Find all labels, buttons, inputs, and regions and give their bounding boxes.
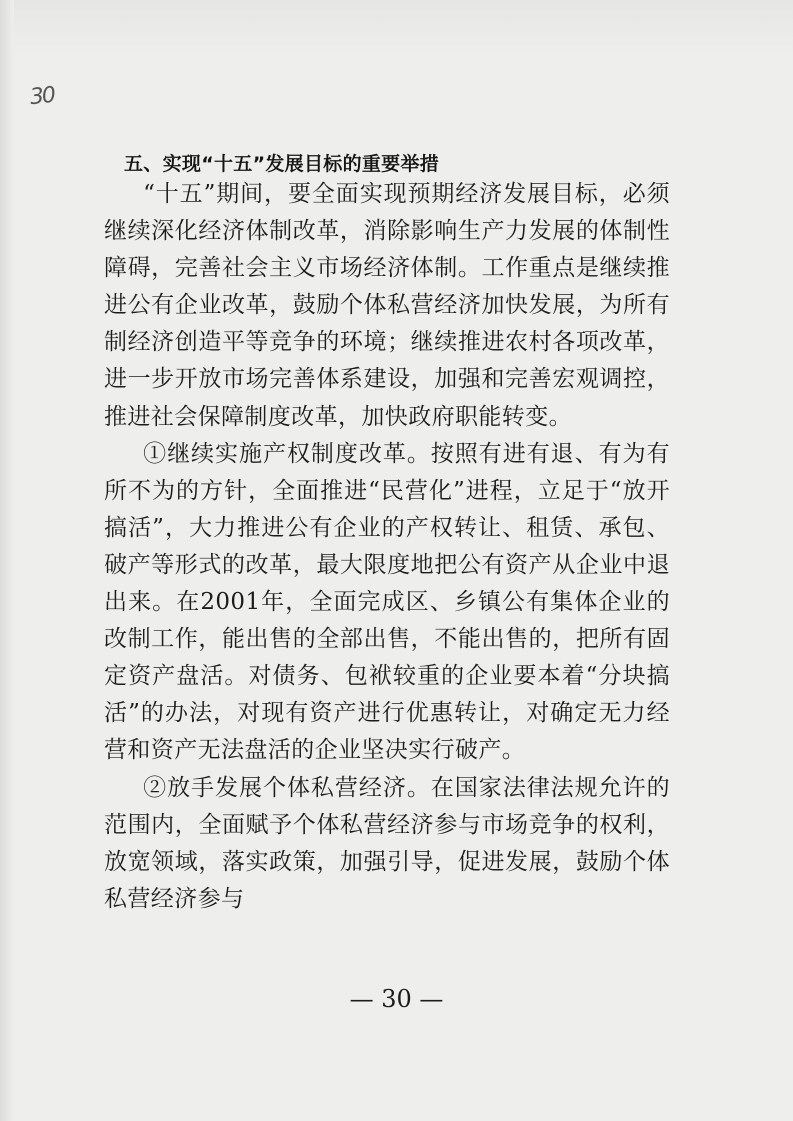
- paragraph-intro: “十五”期间，要全面实现预期经济发展目标，必须继续深化经济体制改革，消除影响生产力发展的体制性障碍，完善社会主义市场经济体制。工作重点是继续推进公有企业改革，鼓励个体私营经济加快发展，为所有制经济创造平等竞争的环境；继续推进农村各项改革，进一步开放市场完善体系建设，加强和完善宏观调控，推进社会保障制度改革，加快政府职能转变。: [104, 181, 670, 430]
- paragraph-property-rights: ①继续实施产权制度改革。按照有进有退、有为有所不为的方针，全面推进“民营化”进程，立足于“放开搞活”，大力推进公有企业的产权转让、租赁、承包、破产等形式的改革，最大限度地把公有资产从企业中退出来。在2001年，全面完成区、乡镇公有集体企业的改制工作，能出售的全部出售，不能出售的，把所有固定资产盘活。对债务、包袱较重的企业要本着“分块搞活”的办法，对现有资产进行优惠转让，对确定无力经营和资产无法盘活的企业坚决实行破产。: [104, 440, 670, 764]
- page-number: — 30 —: [349, 985, 444, 1013]
- paragraph-private-economy: ②放手发展个体私营经济。在国家法律法规允许的范围内，全面赋予个体私营经济参与市场竞争的权利，放宽领域，落实政策，加强引导，促进发展，鼓励个体私营经济参与: [104, 774, 670, 912]
- handwritten-page-note: 30: [28, 82, 56, 111]
- body-text: [104, 176, 670, 918]
- section-heading: 五、实现“十五”发展目标的重要举措: [124, 153, 440, 175]
